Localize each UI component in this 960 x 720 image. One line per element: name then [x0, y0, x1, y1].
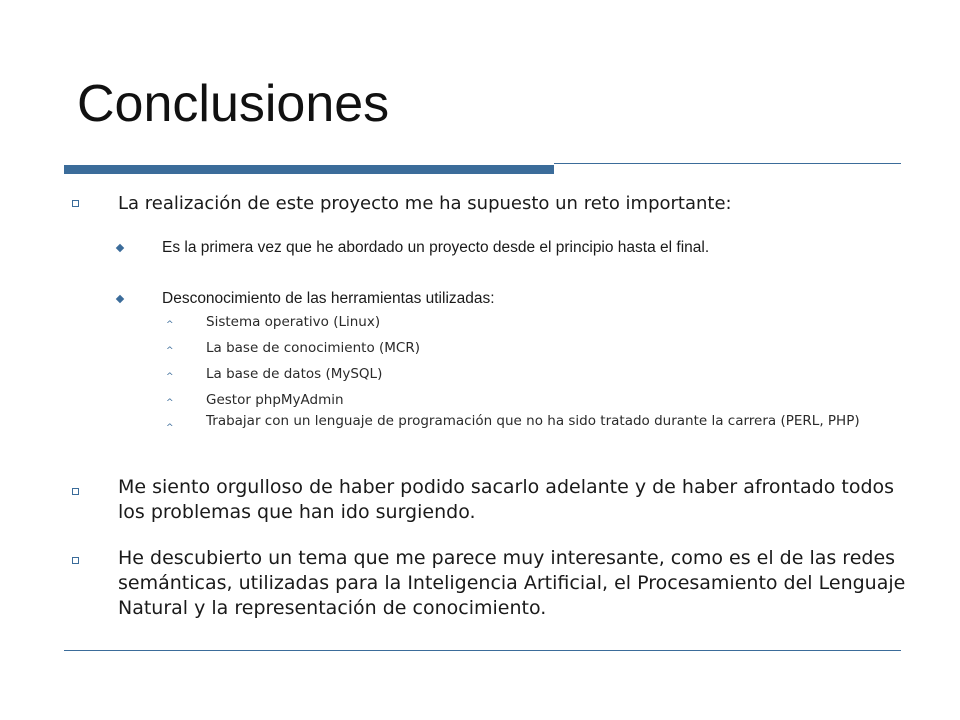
bullet-point-3: He descubierto un tema que me parece muy interesante, como es el de las redes semánticas, utilizadas para la Inteligencia Artificial, el Procesamiento del Lenguaje Natural y la representación de conocimiento.	[118, 547, 906, 619]
diamond-bullet-icon	[116, 295, 124, 303]
caret-bullet-icon: ^	[166, 423, 174, 433]
title-underline-thick	[64, 165, 554, 174]
caret-bullet-icon: ^	[166, 346, 174, 356]
title-underline-thin	[554, 163, 901, 164]
subpoint-1-2: Desconocimiento de las herramientas utilizadas:	[162, 290, 495, 307]
diamond-bullet-icon	[116, 244, 124, 252]
bullet-point-1: La realización de este proyecto me ha supuesto un reto importante:	[118, 193, 732, 214]
square-bullet-icon	[72, 488, 79, 495]
tool-item-5: Trabajar con un lenguaje de programación que no ha sido tratado durante la carrera (PERL, PHP)	[206, 413, 860, 429]
caret-bullet-icon: ^	[166, 320, 174, 330]
bullet-point-2: Me siento orgulloso de haber podido sacarlo adelante y de haber afrontado todos los problemas que han ido surgiendo.	[118, 476, 895, 523]
tool-item-3: La base de datos (MySQL)	[206, 366, 383, 382]
tool-item-2: La base de conocimiento (MCR)	[206, 340, 420, 356]
slide-title: Conclusiones	[77, 75, 390, 133]
subpoint-1-1: Es la primera vez que he abordado un proyecto desde el principio hasta el final.	[162, 239, 710, 256]
bottom-divider	[64, 650, 901, 651]
tool-item-1: Sistema operativo (Linux)	[206, 314, 381, 330]
caret-bullet-icon: ^	[166, 372, 174, 382]
square-bullet-icon	[72, 557, 79, 564]
square-bullet-icon	[72, 200, 79, 207]
tool-item-4: Gestor phpMyAdmin	[206, 392, 344, 408]
caret-bullet-icon: ^	[166, 398, 174, 408]
